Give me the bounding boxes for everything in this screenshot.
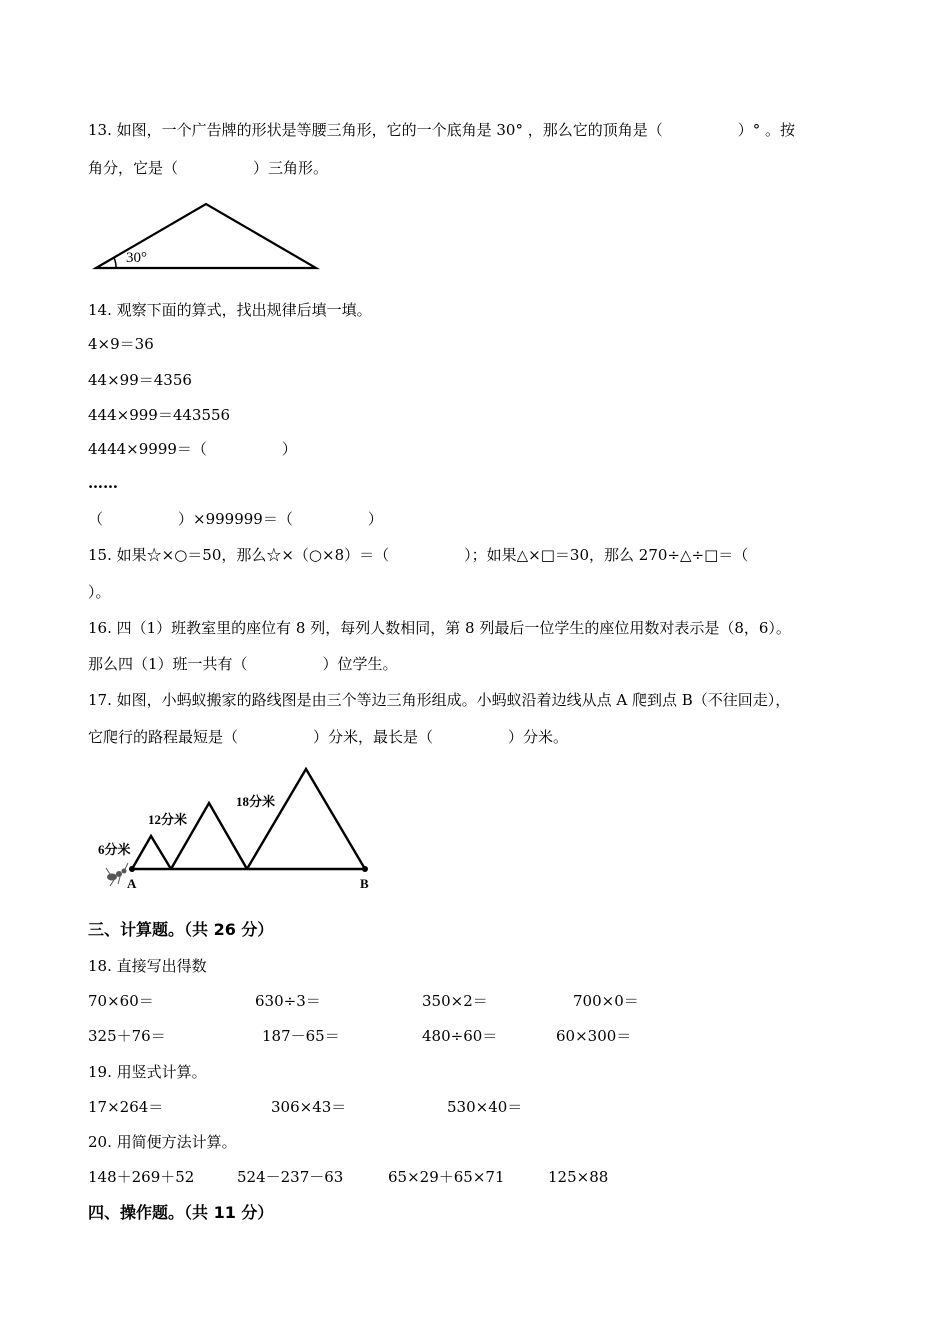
q19-title: 19. 用竖式计算。 (88, 1063, 207, 1081)
label-18-decimeters: 18分米 (236, 794, 276, 809)
q14-equation-2: 44×99＝4356 (88, 371, 192, 389)
ant-icon (106, 863, 128, 886)
q17-ant-route-figure (90, 762, 390, 894)
q14-ellipsis: …… (88, 474, 118, 492)
q18-item: 700×0＝ (573, 992, 639, 1010)
q17-text-line1: 17. 如图，小蚂蚁搬家的路线图是由三个等边三角形组成。小蚂蚁沿着边线从点 A 爬到点 B（不往回走）， (88, 691, 791, 709)
q13-triangle-figure (90, 198, 330, 274)
q13-text-line2: 角分，它是（ ）三角形。 (88, 159, 329, 177)
q20-title: 20. 用简便方法计算。 (88, 1133, 237, 1151)
q14-equation-4: 4444×9999＝（ ） (88, 440, 297, 458)
label-6-decimeters: 6分米 (98, 842, 131, 857)
q18-title: 18. 直接写出得数 (88, 957, 207, 975)
q13-angle-label: 30° (126, 250, 147, 266)
q15-text-line2: ）。 (88, 583, 111, 601)
q16-text-line1: 16. 四（1）班教室里的座位有 8 列，每列人数相同，第 8 列最后一位学生的座位用数对表示是（8，6）。 (88, 619, 791, 637)
q18-item: 60×300＝ (556, 1027, 632, 1045)
q18-item: 630÷3＝ (255, 992, 321, 1010)
q20-item: 524－237－63 (237, 1168, 344, 1186)
large-triangle (247, 769, 365, 869)
q19-item: 530×40＝ (447, 1098, 523, 1116)
q18-item: 480÷60＝ (422, 1027, 498, 1045)
point-b-dot (362, 866, 368, 872)
q14-equation-5: （ ）×999999＝（ ） (88, 510, 383, 528)
small-triangle (132, 836, 171, 869)
q19-item: 306×43＝ (271, 1098, 347, 1116)
q17-text-line2: 它爬行的路程最短是（ ）分米，最长是（ ）分米。 (88, 728, 569, 746)
section-4-title: 四、操作题。（共 11 分） (88, 1203, 274, 1222)
q18-item: 325＋76＝ (88, 1027, 166, 1045)
q18-item: 350×2＝ (422, 992, 488, 1010)
base-angle-arc (114, 258, 116, 268)
q13-text-line1: 13. 如图，一个广告牌的形状是等腰三角形，它的一个底角是 30° ，那么它的顶角是（ ）° 。按 (88, 121, 796, 139)
q18-item: 187－65＝ (262, 1027, 340, 1045)
point-a-dot (129, 866, 135, 872)
q14-equation-1: 4×9＝36 (88, 335, 154, 353)
q19-item: 17×264＝ (88, 1098, 164, 1116)
q18-item: 70×60＝ (88, 992, 154, 1010)
q14-equation-3: 444×999＝443556 (88, 406, 231, 424)
q20-item: 148＋269＋52 (88, 1168, 195, 1186)
section-3-title: 三、计算题。（共 26 分） (88, 920, 274, 939)
point-a-label: A (127, 876, 137, 891)
q20-item: 65×29＋65×71 (388, 1168, 505, 1186)
q16-text-line2: 那么四（1）班一共有（ ）位学生。 (88, 655, 398, 673)
label-12-decimeters: 12分米 (148, 812, 188, 827)
point-b-label: B (360, 876, 369, 891)
q15-text-line1: 15. 如果☆×○＝50，那么☆×（○×8）＝（ ）；如果△×□＝30，那么 270÷△÷□＝（ (88, 546, 749, 564)
q14-text-line1: 14. 观察下面的算式，找出规律后填一填。 (88, 301, 372, 319)
q20-item: 125×88 (548, 1168, 609, 1186)
